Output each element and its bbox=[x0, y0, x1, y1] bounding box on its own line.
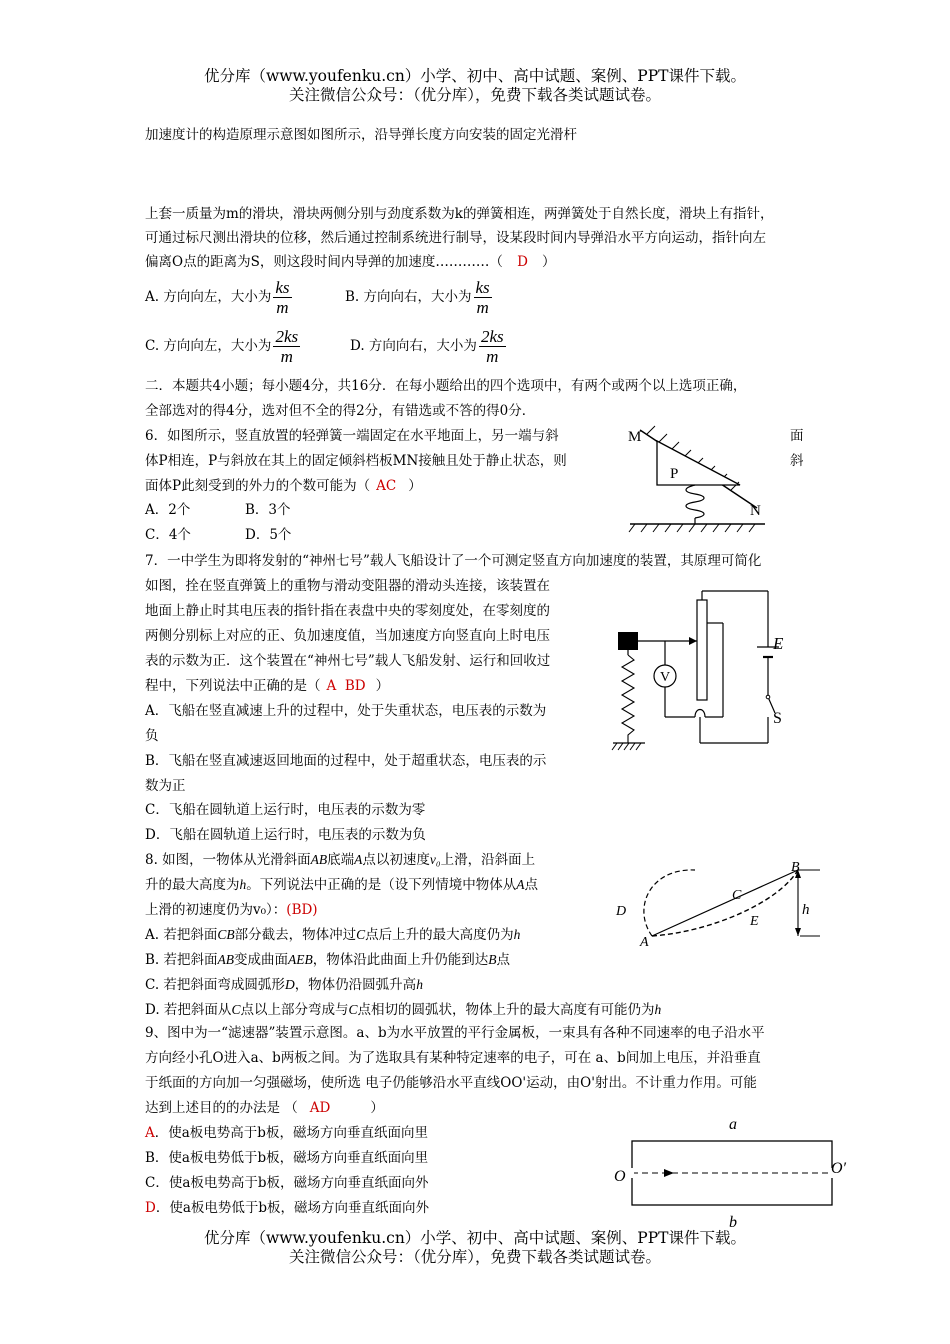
q6-option-b: B．3个 bbox=[245, 502, 291, 518]
section2-line2: 全部选对的得4分，选对但不全的得2分，有错选或不答的得0分． bbox=[145, 403, 536, 419]
q5-fraction-a: $\frac{ks}{m}$ bbox=[275, 278, 290, 317]
q8-label-e: E bbox=[750, 914, 759, 929]
q9-label-b: b bbox=[729, 1214, 737, 1231]
q7-line2: 如图，拴在竖直弹簧上的重物与滑动变阻器的滑动头连接，该装置在 bbox=[145, 578, 550, 594]
q8-label-d: D bbox=[616, 904, 627, 919]
q8-figure bbox=[610, 858, 825, 950]
q9-line3: 于纸面的方向加一匀强磁场，使所选 电子仍能够沿水平直线OO'运动，由O'射出。不计重力作用。可能 bbox=[145, 1075, 757, 1091]
q7-line5: 表的示数为正．这个装置在“神州七号”载人飞船发射、运行和回收过 bbox=[145, 653, 551, 669]
page-footer-line2: 关注微信公众号：（优分库），免费下载各类试题试卷。 bbox=[288, 1248, 661, 1266]
q6-option-a: A．2个 bbox=[145, 502, 191, 518]
q7-label-v: V bbox=[660, 670, 671, 685]
q6-tail1: 面 bbox=[790, 428, 804, 444]
q7-option-b1: B．飞船在竖直减速返回地面的过程中，处于超重状态，电压表的示 bbox=[145, 753, 547, 769]
q9-option-d: D．使a板电势低于b板，磁场方向垂直纸面向外 bbox=[145, 1200, 430, 1216]
q9-answer: AD bbox=[309, 1100, 331, 1116]
q7-figure bbox=[605, 585, 805, 755]
page-header-line2: 关注微信公众号：（优分库），免费下载各类试题试卷。 bbox=[288, 86, 661, 104]
q5-fraction-b: $\frac{ks}{m}$ bbox=[475, 278, 490, 317]
q8-label-a: A bbox=[640, 935, 649, 950]
q7-option-b2: 数为正 bbox=[145, 778, 186, 794]
q5-line0: 加速度计的构造原理示意图如图所示，沿导弹长度方向安装的固定光滑杆 bbox=[145, 127, 577, 143]
q6-line1: 6．如图所示，竖直放置的轻弹簧一端固定在水平地面上，另一端与斜 bbox=[145, 428, 559, 444]
q9-line4: 达到上述目的的办法是 （ AD ） bbox=[145, 1100, 384, 1116]
q6-answer: AC bbox=[376, 478, 397, 494]
q7-option-a1: A．飞船在竖直减速上升的过程中，处于失重状态，电压表的示数为 bbox=[145, 703, 547, 719]
q6-tail2: 斜 bbox=[790, 453, 804, 469]
q7-label-s: S bbox=[773, 710, 782, 727]
q8-line1: 8. 如图，一物体从光滑斜面AB底端A点以初速度v₀上滑，沿斜面上 bbox=[145, 852, 536, 868]
q7-line6: 程中，下列说法中正确的是（ A BD ） bbox=[145, 678, 390, 694]
q5-line1: 上套一质量为m的滑块，滑块两侧分别与劲度系数为k的弹簧相连，两弹簧处于自然长度，滑块上有指针， bbox=[145, 206, 774, 222]
q5-option-b: B. 方向向右，大小为 $\frac{ks}{m}$ bbox=[345, 278, 490, 317]
q5-line2: 可通过标尺测出滑块的位移，然后通过控制系统进行制导，设某段时间内导弹沿水平方向运动，指针向左 bbox=[145, 230, 766, 246]
q9-figure bbox=[612, 1115, 857, 1230]
q6-option-d: D．5个 bbox=[245, 527, 292, 543]
q9-line2: 方向经小孔O进入a、b两板之间。为了选取具有某种特定速率的电子，可在 a、b间加上电压，并沿垂直 bbox=[145, 1050, 761, 1066]
q9-option-b: B．使a板电势低于b板，磁场方向垂直纸面向里 bbox=[145, 1150, 429, 1166]
q8-line3: 上滑的初速度仍为v₀）：(BD) bbox=[145, 902, 318, 918]
q6-label-m: M bbox=[628, 429, 642, 445]
q7-line3: 地面上静止时其电压表的指针指在表盘中央的零刻度处，在零刻度的 bbox=[145, 603, 550, 619]
q5-option-d: D. 方向向右，大小为 $\frac{2ks}{m}$ bbox=[350, 327, 504, 366]
q7-option-d: D．飞船在圆轨道上运行时，电压表的示数为负 bbox=[145, 827, 426, 843]
q9-label-o-prime: O′ bbox=[831, 1160, 847, 1177]
page-header-line1: 优分库（www.youfenku.cn）小学、初中、高中试题、案例、PPT课件下载。 bbox=[203, 67, 747, 85]
q6-line2: 体P相连，P与斜放在其上的固定倾斜档板MN接触且处于静止状态，则 bbox=[145, 453, 567, 469]
q7-line4: 两侧分别标上对应的正、负加速度值，当加速度方向竖直向上时电压 bbox=[145, 628, 550, 644]
q7-label-e: E bbox=[773, 634, 784, 653]
q7-option-c: C．飞船在圆轨道上运行时，电压表的示数为零 bbox=[145, 802, 426, 818]
q8-option-c: C. 若把斜面弯成圆弧形D，物体仍沿圆弧升高h bbox=[145, 977, 423, 993]
q5-line3: 偏离O点的距离为S，则这段时间内导弹的加速度…………（ D ） bbox=[145, 254, 556, 270]
q8-label-h: h bbox=[802, 902, 810, 918]
section2-line1: 二．本题共4小题；每小题4分，共16分．在每小题给出的四个选项中，有两个或两个以上选项正确， bbox=[145, 378, 747, 394]
q9-line1: 9、图中为一“滤速器”装置示意图。a、b为水平放置的平行金属板，一束具有各种不同速率的电子沿水平 bbox=[145, 1025, 765, 1041]
q6-line3: 面体P此刻受到的外力的个数可能为（ AC ） bbox=[145, 478, 422, 494]
q7-line1: 7．一中学生为即将发射的“神州七号”载人飞船设计了一个可测定竖直方向加速度的装置，其原理可简化 bbox=[145, 553, 762, 569]
q5-option-c: C. 方向向左，大小为 $\frac{2ks}{m}$ bbox=[145, 327, 299, 366]
q8-option-b: B. 若把斜面AB变成曲面AEB，物体沿此曲面上升仍能到达B点 bbox=[145, 952, 511, 968]
q9-label-o: O bbox=[614, 1168, 626, 1185]
page-footer-line1: 优分库（www.youfenku.cn）小学、初中、高中试题、案例、PPT课件下载。 bbox=[203, 1229, 747, 1247]
q9-label-a: a bbox=[729, 1116, 737, 1133]
q6-label-p: P bbox=[670, 466, 679, 482]
q8-option-a: A. 若把斜面CB部分截去，物体冲过C点后上升的最大高度仍为h bbox=[145, 927, 521, 943]
q5-answer: D bbox=[517, 254, 528, 270]
q8-option-d: D. 若把斜面从C点以上部分弯成与C点相切的圆弧状，物体上升的最大高度有可能仍为h bbox=[145, 1002, 662, 1018]
q8-label-b: B bbox=[791, 860, 800, 875]
q5-option-a: A. 方向向左，大小为 $\frac{ks}{m}$ bbox=[145, 278, 290, 317]
q7-answer: A BD bbox=[326, 678, 366, 694]
q8-line2: 升的最大高度为h。下列说法中正确的是（设下列情境中物体从A点 bbox=[145, 877, 538, 893]
q8-label-c: C bbox=[732, 888, 742, 903]
q6-figure bbox=[625, 422, 775, 534]
q5-fraction-d: $\frac{2ks}{m}$ bbox=[480, 327, 504, 366]
q6-label-n: N bbox=[750, 503, 761, 519]
q9-option-a: A．使a板电势高于b板，磁场方向垂直纸面向里 bbox=[145, 1125, 428, 1141]
q7-option-a2: 负 bbox=[145, 728, 159, 744]
q9-option-c: C．使a板电势高于b板，磁场方向垂直纸面向外 bbox=[145, 1175, 429, 1191]
q8-answer: (BD) bbox=[286, 902, 318, 918]
q6-option-c: C．4个 bbox=[145, 527, 191, 543]
q5-fraction-c: $\frac{2ks}{m}$ bbox=[275, 327, 299, 366]
